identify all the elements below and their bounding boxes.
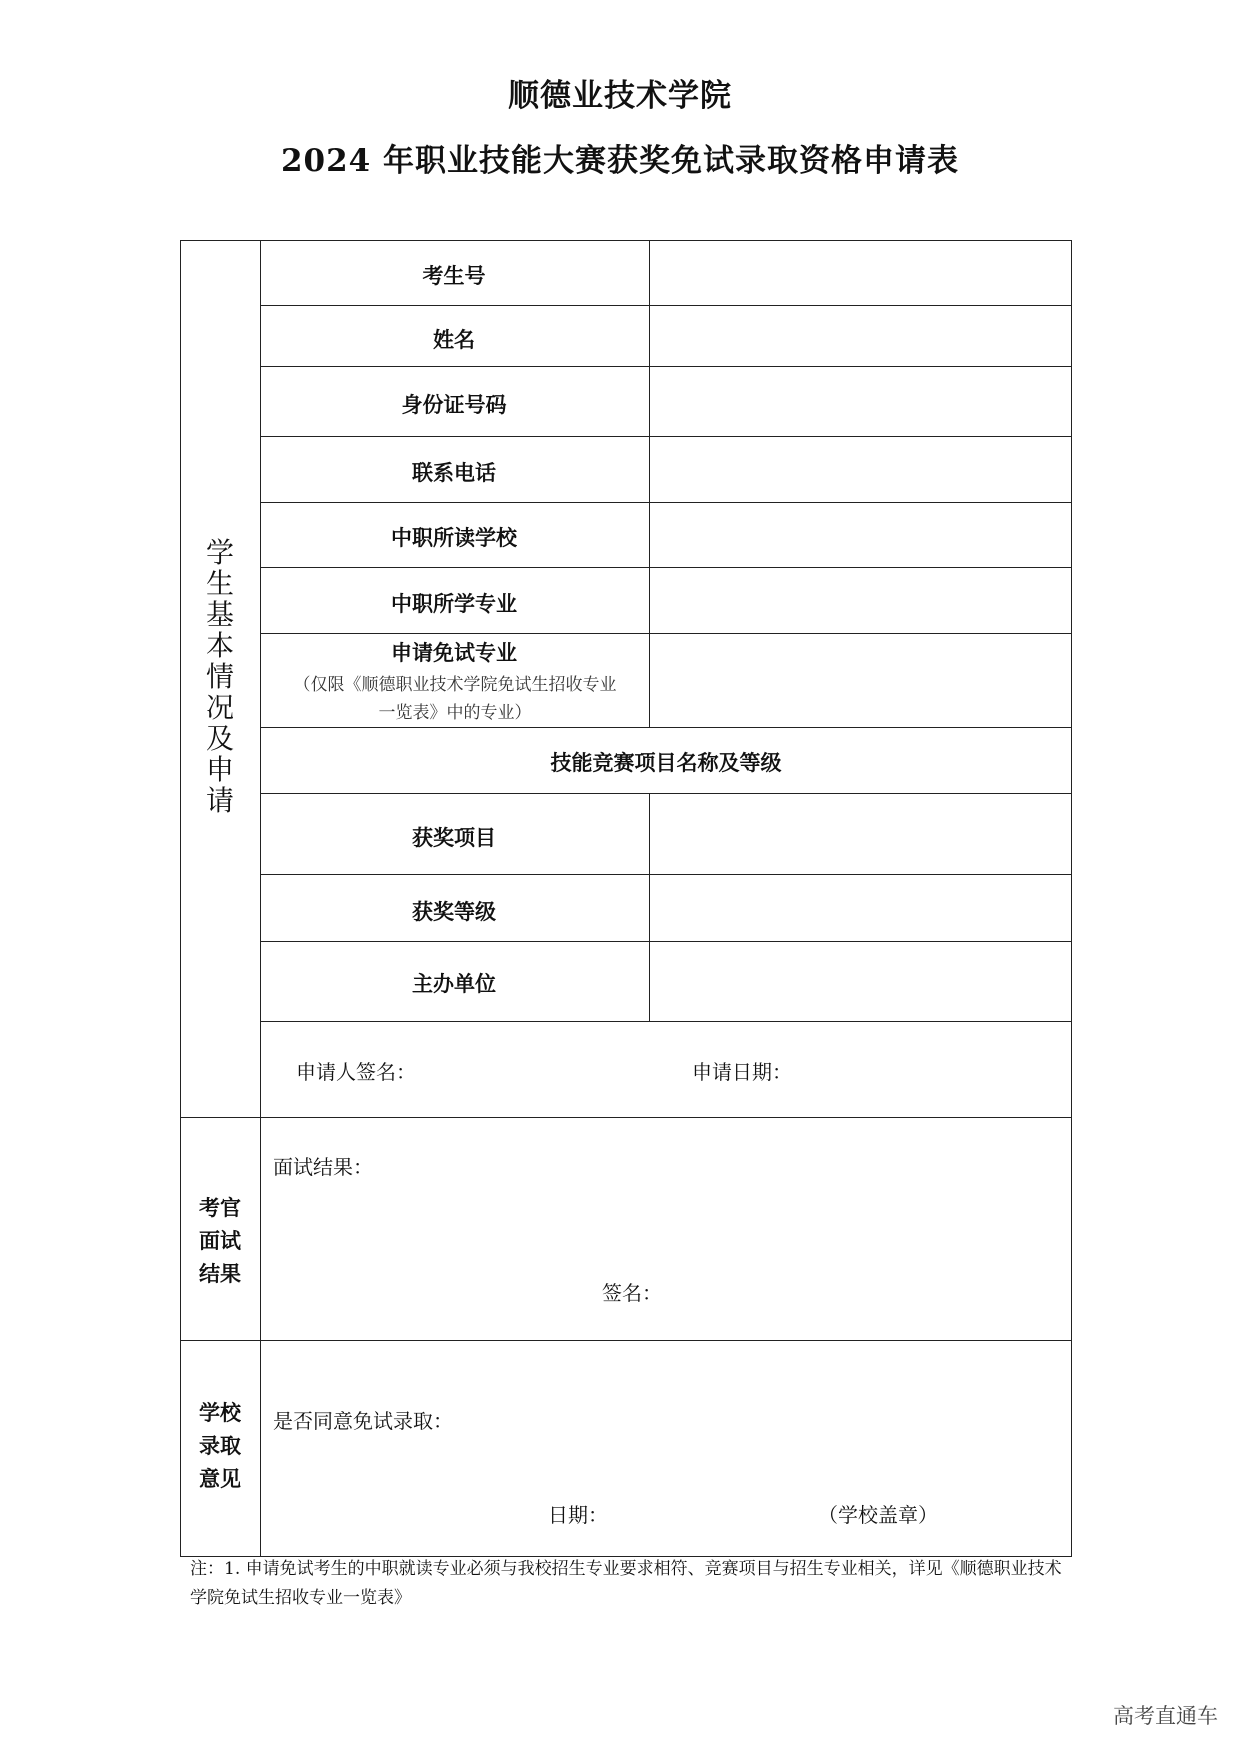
- field-label-phone: 联系电话: [412, 461, 496, 485]
- exempt-major-note-line2: 一览表》中的专业）: [378, 703, 532, 723]
- school-stamp-label: （学校盖章）: [818, 1503, 938, 1527]
- watermark: 高考直通车: [1113, 1704, 1218, 1728]
- field-label-vocational-major: 中职所学专业: [391, 592, 517, 616]
- field-label-id-number: 身份证号码: [401, 393, 507, 417]
- section-line: [180, 1117, 1072, 1118]
- row-line: [260, 727, 1072, 728]
- field-label-candidate-number: 考生号: [422, 264, 486, 288]
- organizer-field[interactable]: [650, 942, 1070, 1021]
- vocational-major-field[interactable]: [650, 568, 1070, 633]
- vocational-school-field[interactable]: [650, 503, 1070, 567]
- id-number-field[interactable]: [650, 367, 1070, 436]
- examiner-signature-label: 签名：: [602, 1281, 662, 1305]
- field-label-organizer: 主办单位: [412, 972, 496, 996]
- admission-date-label: 日期：: [548, 1503, 608, 1527]
- row-line: [260, 1021, 1072, 1022]
- exempt-major-field[interactable]: [650, 634, 1070, 727]
- field-label-award-project: 获奖项目: [412, 826, 496, 850]
- footnote: 注：1. 申请免试考生的中职就读专业必须与我校招生专业要求相符、竞赛项目与招生专业相关，详见《顺德职业技术学院免试生招收专业一览表》: [190, 1559, 1062, 1608]
- award-level-field[interactable]: [650, 875, 1070, 941]
- applicant-signature-label: 申请人签名：: [296, 1060, 416, 1084]
- award-project-field[interactable]: [650, 794, 1070, 874]
- name-field[interactable]: [650, 306, 1070, 366]
- school-title: 顺德业技术学院: [508, 78, 732, 114]
- competition-header: 技能竞赛项目名称及等级: [550, 751, 782, 775]
- application-date-label: 申请日期：: [692, 1060, 792, 1084]
- field-label-name: 姓名: [433, 328, 475, 352]
- admission-section-label: 学校 录取 意见: [199, 1401, 241, 1491]
- phone-field[interactable]: [650, 437, 1070, 502]
- field-label-vocational-school: 中职所读学校: [391, 526, 517, 550]
- basic-info-section-label: 学 生 基 本 情 况 及 申 请: [205, 536, 234, 817]
- candidate-number-field[interactable]: [650, 241, 1070, 305]
- field-label-exempt-major: 申请免试专业: [391, 641, 517, 665]
- form-title: 2024 年职业技能大赛获奖免试录取资格申请表: [280, 143, 960, 179]
- interview-result-label: 面试结果：: [273, 1155, 373, 1179]
- exempt-major-note-line1: （仅限《顺德职业技术学院免试生招收专业: [293, 675, 617, 695]
- admission-agree-label: 是否同意免试录取：: [273, 1409, 453, 1433]
- field-label-award-level: 获奖等级: [412, 900, 496, 924]
- section-line: [180, 1340, 1072, 1341]
- interview-section-label: 考官 面试 结果: [199, 1196, 241, 1286]
